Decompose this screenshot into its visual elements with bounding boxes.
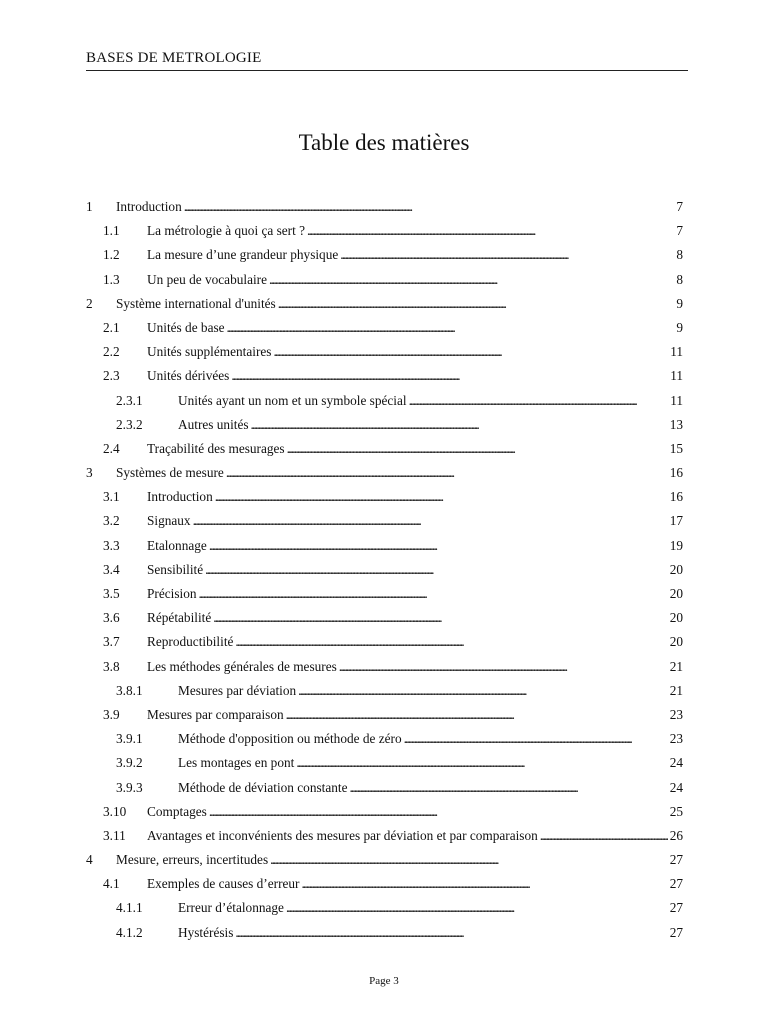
toc-entry-title: Traçabilité des mesurages bbox=[147, 440, 285, 456]
toc-entry-number: 2.3.2 bbox=[116, 416, 143, 432]
toc-entry[interactable] bbox=[86, 872, 683, 896]
toc-entry-number: 3.7 bbox=[103, 634, 120, 650]
toc-entry-number: 3 bbox=[86, 465, 93, 481]
toc-entry[interactable] bbox=[86, 582, 683, 606]
toc-entry-page: 16 bbox=[669, 489, 683, 505]
toc-entry-number: 3.10 bbox=[103, 803, 127, 819]
toc-entry-page: 21 bbox=[669, 682, 683, 698]
toc-entry-number: 2.4 bbox=[103, 440, 120, 456]
toc-dot-leader bbox=[184, 195, 675, 219]
toc-entry-title: Etalonnage bbox=[147, 537, 207, 553]
toc-entry-number: 3.9 bbox=[103, 706, 120, 722]
toc-dot-leader bbox=[235, 921, 667, 945]
toc-entry[interactable] bbox=[86, 558, 683, 582]
toc-entry[interactable] bbox=[86, 703, 683, 727]
toc-entry-page: 24 bbox=[669, 755, 683, 771]
toc-entry-number: 3.1 bbox=[103, 489, 120, 505]
toc-dot-leader bbox=[278, 292, 675, 316]
toc-entry-number: 3.3 bbox=[103, 537, 120, 553]
toc-entry-page: 9 bbox=[676, 295, 683, 311]
toc-entry-page: 8 bbox=[676, 271, 683, 287]
toc-entry-page: 15 bbox=[669, 440, 683, 456]
toc-dot-leader bbox=[286, 703, 668, 727]
toc-entry-title: Sensibilité bbox=[147, 561, 204, 577]
toc-entry-number: 3.5 bbox=[103, 586, 120, 601]
toc-entry-page: 9 bbox=[676, 319, 683, 335]
toc-entry[interactable] bbox=[86, 268, 683, 292]
toc-entry-number: 2 bbox=[86, 295, 93, 311]
toc-entry-page: 17 bbox=[669, 513, 683, 529]
toc-entry-number: 3.9.1 bbox=[116, 731, 143, 747]
toc-entry-title: Reproductibilité bbox=[147, 634, 234, 650]
toc-dot-leader bbox=[251, 413, 668, 437]
toc-entry-page: 11 bbox=[670, 392, 683, 408]
toc-entry-page: 11 bbox=[670, 368, 683, 384]
toc-entry-title: Avantages et inconvénients des mesures par déviation et par comparaison bbox=[147, 827, 538, 843]
toc-entry-number: 4.1 bbox=[103, 876, 120, 892]
toc-entry-title: Mesures par déviation bbox=[178, 682, 297, 698]
toc-entry-page: 20 bbox=[669, 561, 683, 577]
toc-entry-title: Précision bbox=[147, 586, 197, 601]
toc-entry-page: 27 bbox=[669, 876, 683, 892]
toc-entry[interactable] bbox=[86, 606, 683, 630]
toc-entry-page: 20 bbox=[669, 586, 683, 601]
toc-entry[interactable] bbox=[86, 679, 683, 703]
toc-entry-title: Hystérésis bbox=[178, 924, 234, 940]
toc-dot-leader bbox=[298, 679, 668, 703]
toc-entry-page: 20 bbox=[669, 610, 683, 626]
toc-entry-number: 4.1.1 bbox=[116, 900, 143, 916]
toc-entry-page: 13 bbox=[669, 416, 683, 432]
toc-entry-title: Système international d'unités bbox=[116, 295, 276, 311]
toc-dot-leader bbox=[193, 509, 668, 533]
toc-dot-leader bbox=[235, 630, 667, 654]
toc-entry-page: 26 bbox=[669, 827, 683, 843]
toc-entry-title: Comptages bbox=[147, 803, 207, 819]
toc-entry-number: 3.9.2 bbox=[116, 755, 143, 771]
toc-entry[interactable] bbox=[86, 776, 683, 800]
toc-entry-number: 2.3.1 bbox=[116, 392, 143, 408]
toc-dot-leader bbox=[269, 268, 674, 292]
toc-entry-number: 1.1 bbox=[103, 223, 120, 239]
toc-entry-title: Les montages en pont bbox=[178, 755, 295, 771]
running-header: BASES DE METROLOGIE bbox=[86, 50, 688, 71]
toc-entry[interactable] bbox=[86, 413, 683, 437]
toc-entry-page: 7 bbox=[676, 199, 683, 214]
toc-dot-leader bbox=[215, 485, 668, 509]
toc-entry[interactable] bbox=[86, 243, 683, 267]
toc-entry-title: Erreur d’étalonnage bbox=[178, 900, 284, 916]
toc-entry-number: 1.3 bbox=[103, 271, 120, 287]
toc-entry-page: 27 bbox=[669, 924, 683, 940]
toc-entry-title: Méthode d'opposition ou méthode de zéro bbox=[178, 731, 402, 747]
toc-entry[interactable] bbox=[86, 896, 683, 920]
toc-entry[interactable] bbox=[86, 485, 683, 509]
toc-entry-number: 1.2 bbox=[103, 247, 120, 263]
toc-entry-page: 23 bbox=[669, 706, 683, 722]
toc-dot-leader bbox=[409, 389, 669, 413]
toc-entry-title: Unités de base bbox=[147, 319, 225, 335]
toc-entry-page: 16 bbox=[669, 465, 683, 481]
toc-entry-page: 20 bbox=[669, 634, 683, 650]
toc-dot-leader bbox=[301, 872, 667, 896]
toc-dot-leader bbox=[540, 824, 668, 848]
toc-entry-page: 23 bbox=[669, 731, 683, 747]
toc-entry[interactable] bbox=[86, 534, 683, 558]
toc-entry[interactable] bbox=[86, 824, 683, 848]
toc-entry[interactable] bbox=[86, 316, 683, 340]
toc-dot-leader bbox=[227, 316, 675, 340]
toc-dot-leader bbox=[205, 558, 668, 582]
toc-entry[interactable] bbox=[86, 509, 683, 533]
toc-entry-page: 8 bbox=[676, 247, 683, 263]
toc-dot-leader bbox=[231, 364, 668, 388]
toc-dot-leader bbox=[349, 776, 667, 800]
toc-entry-page: 19 bbox=[669, 537, 683, 553]
toc-entry[interactable] bbox=[86, 195, 683, 219]
toc-entry[interactable] bbox=[86, 751, 683, 775]
toc-entry-title: Unités ayant un nom et un symbole spécial bbox=[178, 392, 407, 408]
toc-dot-leader bbox=[270, 848, 668, 872]
toc-entry-title: Mesures par comparaison bbox=[147, 706, 284, 722]
toc-entry[interactable] bbox=[86, 848, 683, 872]
toc-entry-title: Répétabilité bbox=[147, 610, 212, 626]
toc-entry[interactable] bbox=[86, 364, 683, 388]
toc-entry-number: 3.11 bbox=[103, 827, 126, 843]
table-of-contents bbox=[86, 195, 683, 945]
toc-entry[interactable] bbox=[86, 921, 683, 945]
page-title: Table des matières bbox=[298, 130, 470, 155]
toc-entry-number: 3.2 bbox=[103, 513, 120, 529]
toc-dot-leader bbox=[307, 219, 674, 243]
toc-entry-number: 2.3 bbox=[103, 368, 120, 384]
toc-entry-title: Introduction bbox=[116, 199, 182, 214]
toc-entry-page: 24 bbox=[669, 779, 683, 795]
toc-entry-title: La mesure d’une grandeur physique bbox=[147, 247, 339, 263]
toc-dot-leader bbox=[286, 896, 668, 920]
toc-entry[interactable] bbox=[86, 800, 683, 824]
toc-entry-number: 2.1 bbox=[103, 319, 120, 335]
toc-dot-leader bbox=[226, 461, 668, 485]
toc-entry[interactable] bbox=[86, 655, 683, 679]
toc-dot-leader bbox=[199, 582, 668, 606]
toc-entry[interactable] bbox=[86, 389, 683, 413]
toc-entry-page: 7 bbox=[676, 223, 683, 239]
toc-entry[interactable] bbox=[86, 292, 683, 316]
toc-entry-page: 27 bbox=[669, 852, 683, 868]
toc-entry-title: Les méthodes générales de mesures bbox=[147, 658, 337, 674]
toc-entry-number: 3.8.1 bbox=[116, 682, 143, 698]
toc-entry-number: 4 bbox=[86, 852, 93, 868]
toc-entry-title: Systèmes de mesure bbox=[116, 465, 224, 481]
toc-entry-number: 3.8 bbox=[103, 658, 120, 674]
toc-dot-leader bbox=[287, 437, 668, 461]
toc-dot-leader bbox=[339, 655, 668, 679]
toc-entry-number: 4.1.2 bbox=[116, 924, 143, 940]
toc-entry[interactable] bbox=[86, 219, 683, 243]
toc-entry-title: Unités supplémentaires bbox=[147, 344, 272, 360]
toc-entry-title: Un peu de vocabulaire bbox=[147, 271, 267, 287]
toc-entry-number: 2.2 bbox=[103, 344, 120, 360]
toc-entry-number: 1 bbox=[86, 199, 93, 214]
toc-entry[interactable] bbox=[86, 727, 683, 751]
toc-entry-number: 3.9.3 bbox=[116, 779, 143, 795]
toc-entry-page: 25 bbox=[669, 803, 683, 819]
page-footer: Page 3 bbox=[369, 975, 399, 987]
toc-entry-title: Exemples de causes d’erreur bbox=[147, 876, 300, 892]
toc-entry-page: 27 bbox=[669, 900, 683, 916]
toc-dot-leader bbox=[209, 800, 668, 824]
toc-dot-leader bbox=[296, 751, 667, 775]
toc-entry-number: 3.6 bbox=[103, 610, 120, 626]
toc-entry-title: La métrologie à quoi ça sert ? bbox=[147, 223, 306, 239]
toc-entry-title: Introduction bbox=[147, 489, 213, 505]
toc-entry[interactable] bbox=[86, 461, 683, 485]
toc-entry-page: 11 bbox=[670, 344, 683, 360]
toc-entry[interactable] bbox=[86, 340, 683, 364]
toc-dot-leader bbox=[340, 243, 674, 267]
toc-entry-title: Autres unités bbox=[178, 416, 249, 432]
toc-dot-leader bbox=[273, 340, 668, 364]
toc-dot-leader bbox=[209, 534, 668, 558]
toc-entry-title: Méthode de déviation constante bbox=[178, 779, 348, 795]
toc-entry-title: Unités dérivées bbox=[147, 368, 230, 384]
toc-entry-title: Signaux bbox=[147, 513, 191, 529]
toc-dot-leader bbox=[404, 727, 668, 751]
toc-entry[interactable] bbox=[86, 630, 683, 654]
toc-entry-page: 21 bbox=[669, 658, 683, 674]
toc-entry[interactable] bbox=[86, 437, 683, 461]
toc-entry-title: Mesure, erreurs, incertitudes bbox=[116, 852, 269, 868]
toc-entry-number: 3.4 bbox=[103, 561, 120, 577]
toc-dot-leader bbox=[213, 606, 667, 630]
